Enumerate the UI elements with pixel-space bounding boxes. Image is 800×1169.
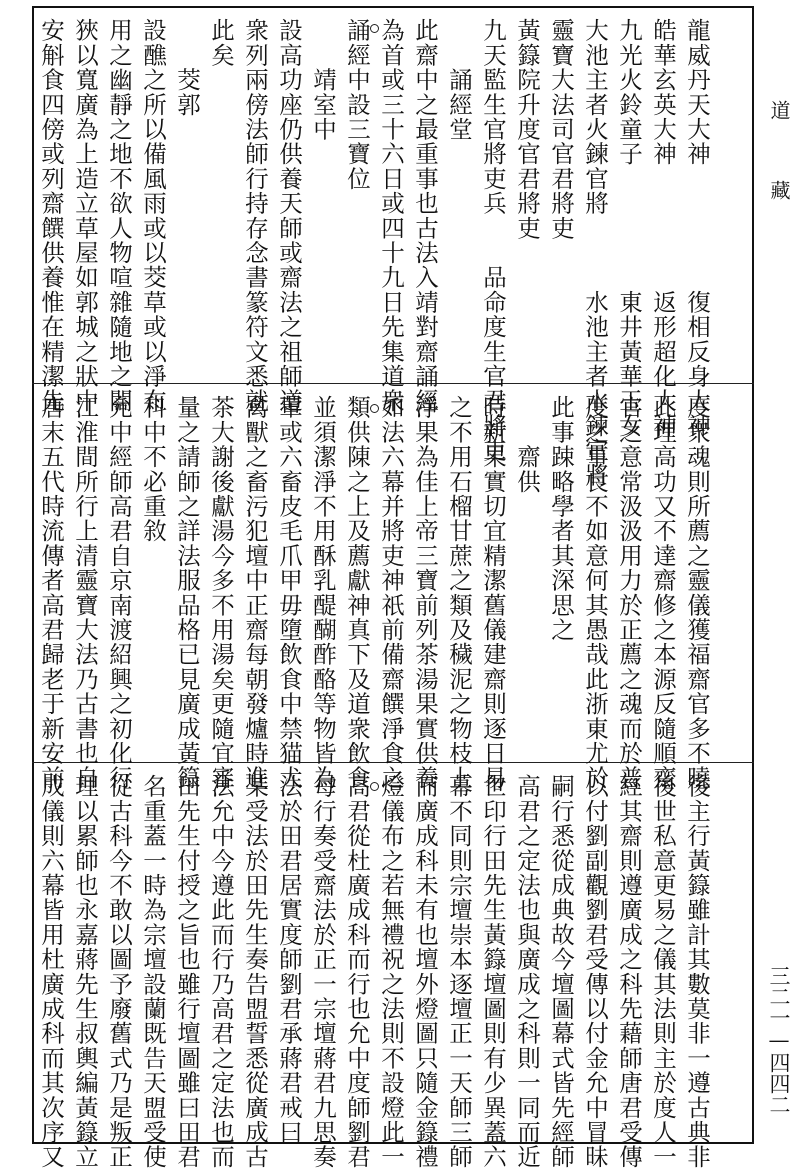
text-column: 誦經堂	[445, 18, 473, 142]
text-column: 名重蓋一時為宗壇設蘭既告天盟受使	[139, 774, 167, 1169]
text-column: 田先生付授之旨也雖行壇圖雖曰田君	[173, 774, 201, 1169]
text-column: 九天監生官將吏兵 品命度生官君將吏	[479, 18, 507, 463]
margin-title-1: 道	[767, 100, 791, 122]
text-column: 並須潔淨不用酥乳醍醐酢酪等物皆為	[309, 395, 337, 791]
text-column: 齋供	[513, 395, 541, 494]
text-column: 此理高功又不達齋修之本源反隨順齋	[649, 395, 677, 791]
text-column: 成儀則六幕皆用杜廣成科而其次序又	[37, 774, 65, 1169]
text-column: 某受法於田先生奏告盟誓悉從廣成古	[241, 774, 269, 1169]
binding-hole	[370, 404, 379, 413]
text-column: 法於田君居實度師劉君承蔣君戒曰	[275, 774, 303, 1145]
text-column: 淨果為佳上帝三寶前列茶湯果實供養	[411, 395, 439, 791]
text-column: 葷或六畜皮毛爪甲毋墮飲食中禁猫犬	[275, 395, 303, 791]
text-column: 之不用石榴甘蔗之類及穢泥之物枝上	[445, 395, 473, 791]
text-column: 設高功座仍供養天師或齋法之祖師道	[275, 18, 303, 414]
margin-title-2: 藏	[767, 180, 791, 202]
text-column: 此矣	[207, 18, 235, 68]
text-column: 官之意常汲汲用力於正薦之魂而於普	[615, 395, 643, 791]
text-column: 時新果實切宜精潔舊儀建齋則逐日易	[479, 395, 507, 791]
text-column: 誦經中設三寶位	[343, 18, 371, 191]
text-column: 靈寶大法司官君將吏	[547, 18, 575, 241]
text-column: 量之請師之詳法服品格已見廣成黃籙	[173, 395, 201, 791]
text-panel-middle	[34, 385, 752, 791]
text-column: 從古科今不敢以圖予廢舊式乃是叛正	[105, 774, 133, 1169]
text-column: 江淮間所行上清靈寶大法乃古書也自	[71, 395, 99, 791]
text-panel-bottom	[34, 764, 752, 1169]
text-column: 衆列兩傍法師行持存念書篆符文悉就	[241, 18, 269, 414]
text-column: 度之事良不如意何其愚哉此浙東尤於	[581, 395, 609, 791]
text-column: 用之幽靜之地不欲人物喧雜隨地之闊	[105, 18, 133, 414]
text-column: 黃籙院升度官君將吏	[513, 18, 541, 241]
text-column: 後主行黃籙雖計其數莫非一遵古典非	[683, 774, 711, 1169]
text-column: 而廣成科未有也壇外燈圖只隨金籙禮	[411, 774, 439, 1169]
text-column: 此事踈略學者其深思之	[547, 395, 575, 642]
text-column: 允中經師高君自京南渡紹興之初化行	[105, 395, 133, 791]
binding-hole	[370, 24, 379, 33]
text-column: 龍威丹天大神 復相反身大神	[683, 18, 711, 438]
text-column: 類供陳之上及薦獻神真下及道衆飲食	[343, 395, 371, 791]
text-column: 法允中今遵此而行乃高君之定法也而	[207, 774, 235, 1169]
text-column: 高君之定法也與廣成之科則一同而近	[513, 774, 541, 1169]
text-column: 靖室中	[309, 18, 337, 142]
page-number: 三二一—四四二	[767, 965, 791, 1115]
text-column: 安斛食四傍或列齋饌供養惟在精潔先	[37, 18, 65, 414]
text-column: 以付劉副觀劉君受傳以付金允中冒昧	[581, 774, 609, 1169]
text-column: 茭郭	[173, 18, 201, 117]
text-column: 如法六幕并將吏神祇前備齋饌淨食之	[377, 395, 405, 791]
text-column: 大池主者火鍊官將 水池主者水鍊官將	[581, 18, 609, 488]
text-column: 設醮之所以備風雨或以茭草或以淨布	[139, 18, 167, 414]
text-column: 每行奏受齋法於正一宗壇蔣君九思奏	[309, 774, 337, 1169]
text-column: 科中不必重敘	[139, 395, 167, 544]
text-column: 後世私意更易之儀其法則主於度人一	[649, 774, 677, 1169]
text-column: 世印行田先生黃籙壇圖則有少異蓋六	[479, 774, 507, 1169]
text-column: 此齋中之最重事也古法入靖對齋誦經	[411, 18, 439, 414]
text-column: 九光火鈴童子 東井黃華玉女	[615, 18, 643, 438]
text-column: 經其齋則遵廣成之科先藉師唐君受傳	[615, 774, 643, 1169]
text-column: 理以累師也永嘉蔣先生叔輿編黃籙立	[71, 774, 99, 1169]
text-column: 嗣行悉從成典故今壇圖幕式皆先經師	[547, 774, 575, 1169]
text-column: 皓華玄英大神 返形超化大神	[649, 18, 677, 438]
text-column: 燈儀布之若無禮祝之法則不設燈此一	[377, 774, 405, 1169]
text-column: 為首或三十六日或四十九日先集道衆	[377, 18, 405, 414]
text-column: 狹以寬廣為上造立草屋如郭城之狀中	[71, 18, 99, 414]
text-column: 幕不同則宗壇崇本逐壇正一天師三師	[445, 774, 473, 1169]
text-column: 茶大謝後獻湯今多不用湯矣更隨宜審	[207, 395, 235, 791]
text-column: 唐末五代時流傳者高君歸老于新安前	[37, 395, 65, 791]
text-column: 禽獸之畜污犯壇中正齋每朝發爐時進	[241, 395, 269, 791]
binding-hole	[370, 782, 379, 791]
text-column: 度衆魂則所薦之靈儀獲福齋官多不曉	[683, 395, 711, 791]
text-column: 高君從杜廣成科而行也允中度師劉君	[343, 774, 371, 1169]
